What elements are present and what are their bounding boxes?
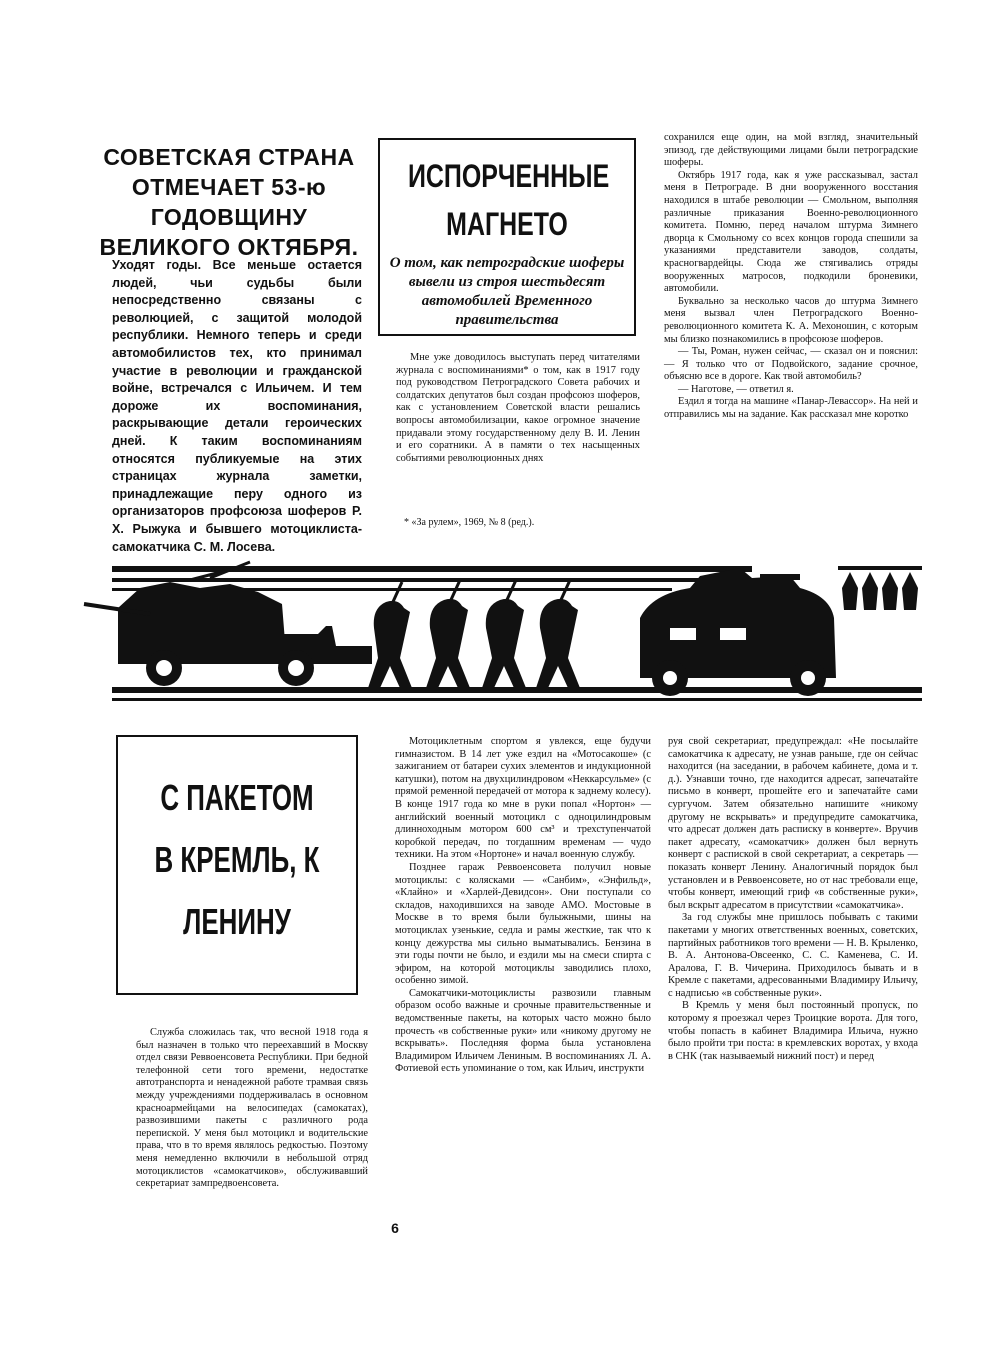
road-line bbox=[112, 566, 752, 572]
article-subtitle: О том, как петроградские шоферы вывели из строя шестьдесят автомобилей Временного правительства bbox=[389, 255, 625, 328]
article-title: ИСПОРЧЕННЫЕ МАГНЕТО bbox=[407, 158, 610, 242]
article-column bbox=[668, 736, 918, 1063]
article-title: С ПАКЕТОМ В КРЕМЛЬ, К ЛЕНИНУ bbox=[154, 777, 320, 942]
article-column bbox=[136, 1027, 368, 1191]
paragraph: — Ты, Роман, нужен сейчас, — сказал он и пояснил: — Я только что от Подвойского, задание срочное, объясню все в дороге. Как твой автомобиль? bbox=[664, 346, 918, 383]
paragraph: руя свой секретариат, предупреждал: «Не посылайте самокатчика к адресату, не узнав раньше, где он сейчас находится (на заседании, в рабочем кабинете, дома и т. д.). Узнавши точно, где находится адресат, запечатайте письмо в конверт, прошейте его и запечатайте сами сургучом. Затем обязательно напишите «никому другому не вскрывать» и предупредите самокатчика, что адресат должен дать расписку в конверте». Вручив пакет адресату, «самокатчик» должен был вернуть конверт с распиской в свой секретариат, а секретарь — показать конверт Ленину. Аналогичный порядок был установлен и в Реввоенсовете, но от нас требовали еще, чтобы конверт, имеющий гриф «в собственные руки», был вскрыт адресатом в присутствии «самокатчика». bbox=[668, 736, 918, 911]
page-number: 6 bbox=[391, 1220, 399, 1236]
paragraph: Мотоциклетным спортом я увлекся, еще будучи гимназистом. В 14 лет уже ездил на «Мотосакоше» (с зажиганием от батареи сухих элементов и индукционной катушки), потом на двухцилиндровом «Неккарсульме» (с прямой ременной передачей от мотора к заднему колесу). В конце 1917 года ко мне в руки попал «Нортон» — английский военный мотоцикл с одноцилиндровым длинноходным мотором 600 см³ и трехступенчатой коробкой передач, по тогдашним временам — чудо техники. На этом «Нортоне» и начал военную службу. bbox=[395, 736, 651, 861]
article-title-box bbox=[116, 735, 358, 995]
paragraph: Ездил я тогда на машине «Панар-Левассор». На ней и отправились мы на задание. Как рассказал мне коротко bbox=[664, 396, 918, 421]
paragraph: Октябрь 1917 года, как я уже рассказывал, застал меня в Петрограде. В дни вооруженного восстания находился в штабе революции — Смольном, выполняя различные приказания Военно-революционного комитета. Помню, перед началом штурма Зимнего дворца к Смольному со всех концов города спешили за указаниями представители заводов, солдаты, красногвардейцы. Сюда же стягивались отряды вооруженных матросов, подкодили броневики, автомобили. bbox=[664, 169, 918, 295]
distant-soldiers-silhouette bbox=[842, 572, 918, 610]
article-column bbox=[396, 352, 640, 465]
paragraph: Служба сложилась так, что весной 1918 года я был назначен в только что переехавший в Москву отдел связи Реввоенсовета Республики. При бедной телефонной сети того времени, недостатке автотранспорта и ненадежной работе трамвая связь между учреждениями поддерживалась в основном красноармейцами на велосипедах (самокатах), развозившими пакеты с различного рода перепиской. У меня был мотоцикл и водительские права, что в то время являлось редкостью. Поэтому меня немедленно включили в небольшой отряд мотоциклистов «самокатчиков», обслуживавший секретариат зампредвоенсовета. bbox=[136, 1027, 368, 1190]
road-line bbox=[112, 578, 752, 582]
paragraph: В Кремль у меня был постоянный пропуск, по которому я проезжал через Троицкие ворота. Для того, чтобы попасть в кабинет Владимира Ильича, нужно было пройти три поста: в кремлевских воротах, у входа в СНК (так называемый нижний пост) и перед bbox=[668, 1000, 918, 1062]
article-title-box bbox=[378, 138, 636, 336]
lead-paragraph: Уходят годы. Все меньше остается людей, чьи судьбы были непосредственно связаны с революцией, с защитой молодой республики. Немного теперь и среди автомобилистов тех, кто принимал участие в революции и гражданской войне, встречался с Ильичем. И тем дороже их воспоминания, раскрывающие детали героических дней. К таким воспоминаниям относятся публикуемые на этих страницах журнала заметки, принадлежащие перу одного из организаторов профсоюза шоферов Р. Х. Рыжука и бывшего мотоциклиста-самокатчика С. М. Лосева. bbox=[112, 258, 362, 554]
paragraph: Самокатчики-мотоциклисты развозили главным образом особо важные и срочные правительственные и ведомственные пакеты, на которых часто можно было прочесть «в собственные руки» или «никому другому не вскрывать». Последняя форма была установлена Владимиром Ильичем Лениным. В воспоминаниях Л. А. Фотиевой есть упоминание о том, как Ильич, инструкти bbox=[395, 987, 651, 1075]
article-column bbox=[395, 736, 651, 1076]
paragraph: сохранился еще один, на мой взгляд, значительный эпизод, где действующими лицами были петроградские шоферы. bbox=[664, 132, 918, 169]
road-line bbox=[838, 566, 922, 570]
article-column bbox=[664, 132, 918, 422]
footnote: * «За рулем», 1969, № 8 (ред.). bbox=[404, 517, 535, 528]
paragraph: — Наготове, — ответил я. bbox=[678, 383, 794, 395]
marching-soldiers-silhouette bbox=[368, 580, 580, 688]
silhouette-illustration bbox=[0, 548, 1000, 708]
road-line bbox=[112, 698, 922, 701]
paragraph: За год службы мне пришлось побывать с такими пакетами у многих ответственных военных, советских, партийных работников того времени — Н. В. Крыленко, В. А. Антонова-Овсеенко, С. С. Каменева, С. И. Аралова, Г. В. Чичерина. Приходилось бывать и в Кремле с пакетами, адресованными Владимиру Ильичу, с надписью «в собственные руки». bbox=[668, 912, 918, 999]
paragraph: Буквально за несколько часов до штурма Зимнего меня вызвал член Петроградского Военно-революционного комитета К. А. Мехоношин, с которым мы близко познакомились в профсоюзе шоферов. bbox=[664, 295, 918, 345]
paragraph: Позднее гараж Реввоенсовета получил новые мотоциклы: с колясками — «Санбим», «Энфильд», «Клайно» и «Харлей-Девидсон». Они поступали со складов, находившихся на заводе АМО. Мостовые в Москве в то время были булыжными, шины на мотоциклах узенькие, седла и рамы жесткие, так что к концу дежурства мы сильно выматывались. Бензина в эти годы почти не было, и ездили мы на смеси спирта с эфиром, на которой мотоциклы заводились плохо, особенно зимой. bbox=[395, 861, 651, 987]
armored-car-silhouette bbox=[640, 568, 836, 696]
main-headline: СОВЕТСКАЯ СТРАНА ОТМЕЧАЕТ 53-ю ГОДОВЩИНУ ВЕЛИКОГО ОКТЯБРЯ. bbox=[99, 144, 359, 260]
paragraph: Мне уже доводилось выступать перед читателями журнала с воспоминаниями* о том, как в 1917 году под руководством Петроградского Совета рабочих и солдатских депутатов был создан профсоюз шоферов, как с установлением Советской власти решались вопросы автомобилизации, какое огромное значение придавали этому государственному делу В. И. Ленин и его соратники. А в памяти о тех насыщенных событиями революционных днях bbox=[396, 352, 640, 464]
